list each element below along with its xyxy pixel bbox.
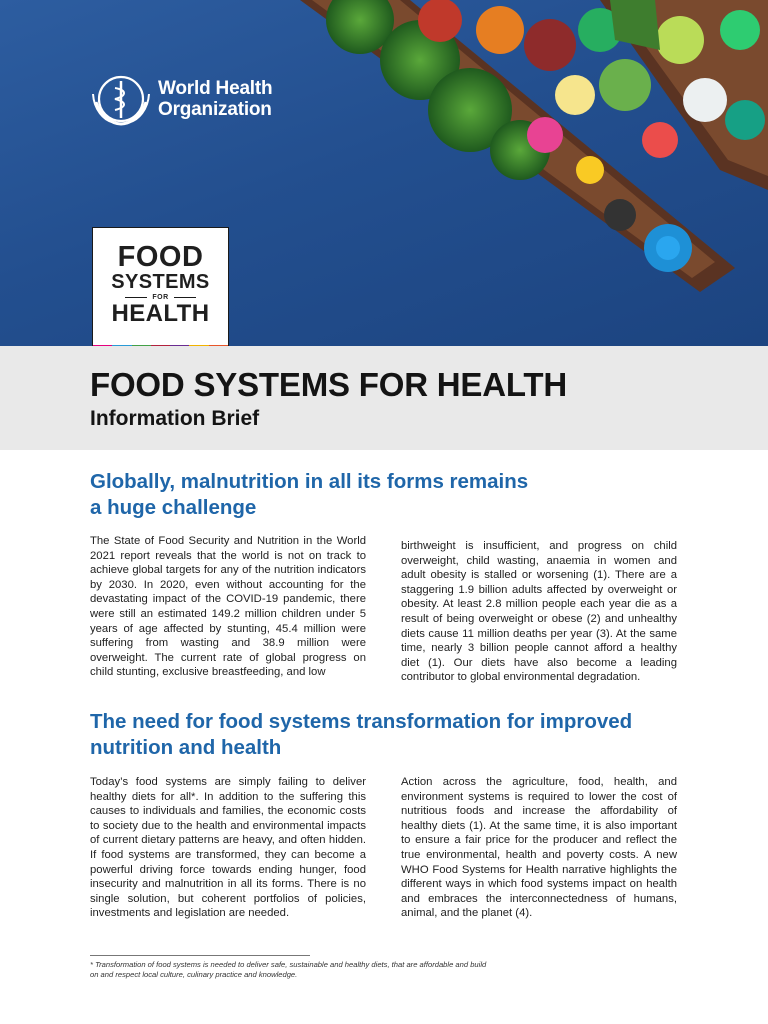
section-1-column-1: [90, 534, 366, 680]
stripe: [112, 345, 131, 346]
stripe: [151, 345, 170, 346]
who-logo: [90, 72, 272, 126]
stripe: [132, 345, 151, 346]
food-systems-for-health-badge: [92, 227, 229, 346]
footnote: [90, 960, 560, 980]
section-1-column-2: [401, 539, 677, 685]
footnote-divider: [90, 955, 310, 956]
paragraph: birthweight is insufficient, and progress on child overweight, child wasting, anaemia in women and adult obesity is stalled or worsening (1). There are a staggering 1.9 billion adults affected by overweight or obesity. At least 2.8 million people each year die as a result of being overweight or obese (2) and unhealthy diets cause 11 million deaths per year (3). At the same time, nearly 3 billion people cannot afford a healthy diet (1). Our diets have also become a leading contributor to global environmental degradation.: [401, 540, 677, 684]
title-band: [0, 346, 768, 450]
divider: [174, 297, 196, 298]
hero-banner: [0, 0, 768, 346]
section-2-column-2: [401, 775, 677, 921]
badge-for: FOR: [152, 294, 169, 301]
page-title: FOOD SYSTEMS FOR HEALTH: [90, 366, 567, 403]
section-2-heading-line-2: nutrition and health: [90, 736, 282, 759]
stripe: [209, 345, 228, 346]
stripe: [189, 345, 208, 346]
divider: [125, 297, 147, 298]
who-line-2: Organization: [158, 99, 272, 120]
stripe: [93, 345, 112, 346]
section-1-heading: [90, 469, 528, 521]
paragraph: Today’s food systems are simply failing to deliver healthy diets for all*. In addition to the suffering this causes to individuals and families, the economic costs to society due to the health and environmental impacts of current dietary patterns are heavy, and often hidden. If food systems are transformed, they can become a powerful driving force towards ending hunger, food insecurity and malnutrition in all its forms. There is no single solution, but coherent portfolios of policies, investments and legislation are needed.: [90, 776, 366, 920]
who-emblem-icon: [90, 72, 152, 126]
badge-color-stripes: [93, 345, 228, 346]
section-1-heading-line-2: a huge challenge: [90, 496, 257, 519]
section-2-column-1: [90, 775, 366, 921]
badge-health: HEALTH: [111, 300, 210, 327]
who-wordmark: [158, 78, 272, 120]
section-1-heading-line-1: Globally, malnutrition in all its forms remains: [90, 470, 529, 493]
badge-systems: SYSTEMS: [111, 271, 210, 293]
footnote-line-2: on and respect local culture, culinary practice and knowledge.: [90, 970, 298, 979]
footnote-line-1: * Transformation of food systems is needed to deliver safe, sustainable and healthy diets, that are affordable and build: [90, 960, 487, 969]
paragraph: The State of Food Security and Nutrition in the World 2021 report reveals that the world is not on track to achieve global targets for any of the nutrition indicators by 2030. In 2020, even without accounting for the devastating impact of the COVID-19 pandemic, there were still an estimated 149.2 million children under 5 years of age affected by stunting, 45.4 million were suffering from wasting and 38.9 million were overweight. The current rate of global progress on child stunting, exclusive breastfeeding, and low: [90, 535, 366, 679]
page-subtitle: Information Brief: [90, 407, 260, 430]
stripe: [170, 345, 189, 346]
section-2-heading: [90, 709, 632, 761]
section-2-heading-line-1: The need for food systems transformation for improved: [90, 710, 633, 733]
paragraph: Action across the agriculture, food, health, and environment systems is required to lower the cost of nutritious foods and increase the affordability of healthy diets (1). At the same time, it is also important to ensure a fair price for the producer and reflect the true environmental, health and poverty costs. A new WHO Food Systems for Health narrative highlights the different ways in which food systems impact on health and embraces the interconnectedness of humans, animal, and the planet (4).: [401, 776, 677, 920]
badge-food: FOOD: [117, 241, 204, 273]
who-line-1: World Health: [158, 78, 273, 99]
